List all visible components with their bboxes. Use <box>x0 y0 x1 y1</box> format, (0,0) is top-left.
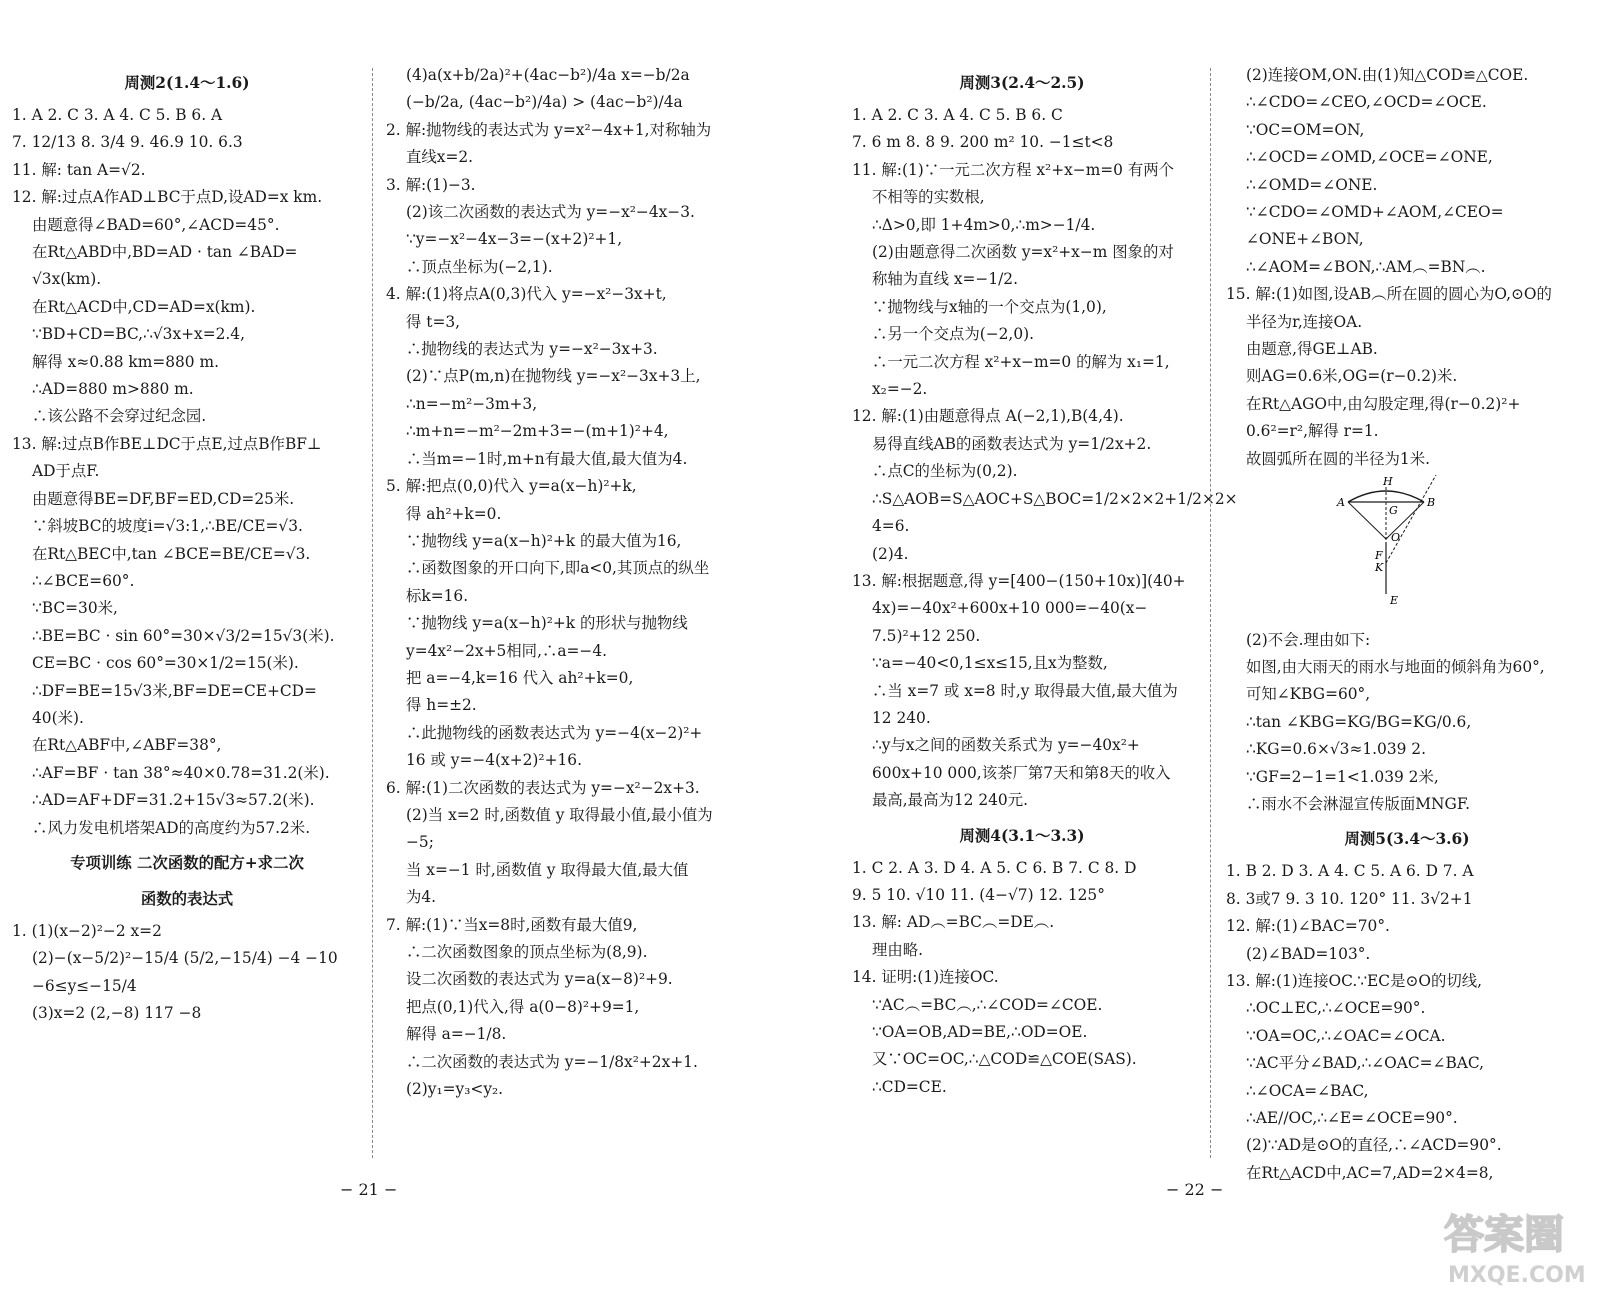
text-line: 设二次函数的表达式为 y=a(x−8)²+9. <box>406 970 673 989</box>
text-line: 3. 解:(1)−3. <box>386 175 476 194</box>
text-line: (2)∠BAD=103°. <box>1246 944 1371 963</box>
text-line: ∵抛物线 y=a(x−h)²+k 的最大值为16, <box>406 531 682 550</box>
text-line: CE=BC · cos 60°=30×1/2=15(米). <box>32 654 299 673</box>
text-line: 如图,由大雨天的雨水与地面的倾斜角为60°, <box>1246 657 1545 676</box>
page-number-right: − 22 − <box>1166 1180 1224 1199</box>
text-line: 9. 5 10. √10 11. (4−√7) 12. 125° <box>852 885 1105 904</box>
text-line: 最高,最高为12 240元. <box>872 791 1028 810</box>
text-line: 12. 解:过点A作AD⊥BC于点D,设AD=x km. <box>12 188 323 207</box>
text-line: 理由略. <box>872 940 924 959</box>
text-line: 直线x=2. <box>406 148 474 167</box>
fig-label-g: G <box>1389 504 1398 518</box>
text-line: ∵抛物线与x轴的一个交点为(1,0), <box>872 297 1107 316</box>
text-line: 不相等的实数根, <box>872 188 985 207</box>
column-4 <box>1226 62 1588 1182</box>
text-line: ∴函数图象的开口向下,即a<0,其顶点的纵坐 <box>406 559 710 578</box>
text-line: −6≤y≤−15/4 <box>32 976 137 995</box>
text-line: (2)连接OM,ON.由(1)知△COD≌△COE. <box>1246 66 1529 84</box>
text-line: 13. 解:过点B作BE⊥DC于点E,过点B作BF⊥ <box>12 434 322 453</box>
text-line: 在Rt△BEC中,tan ∠BCE=BE/CE=√3. <box>32 544 311 563</box>
text-line: 由题意得∠BAD=60°,∠ACD=45°. <box>32 215 280 234</box>
text-line: 11. 解: tan A=√2. <box>12 160 146 179</box>
text-line: 40(米). <box>32 708 84 727</box>
text-line: (2)由题意得二次函数 y=x²+x−m 图象的对 <box>872 243 1174 262</box>
section-title: 周测5(3.4～3.6) <box>1344 830 1470 849</box>
text-line: ∴∠CDO=∠CEO,∠OCD=∠OCE. <box>1246 93 1487 112</box>
text-line: ∴tan ∠KBG=KG/BG=KG/0.6, <box>1246 712 1472 731</box>
text-line: √3x(km). <box>32 270 102 289</box>
text-line: (2)∵AD是⊙O的直径,∴∠ACD=90°. <box>1246 1136 1502 1155</box>
text-line: ∴AD=AF+DF=31.2+15√3≈57.2(米). <box>32 791 315 810</box>
text-line: ∴AF=BF · tan 38°≈40×0.78=31.2(米). <box>32 763 330 782</box>
text-line: ∵GF=2−1=1<1.039 2米, <box>1246 767 1439 786</box>
column-4-top <box>1226 62 1588 473</box>
text-line: ∴∠OMD=∠ONE. <box>1246 175 1378 194</box>
fig-label-k: K <box>1375 561 1384 575</box>
text-line: 600x+10 000,该茶厂第7天和第8天的收入 <box>872 763 1171 782</box>
text-line: 为4. <box>406 888 437 907</box>
text-line: 把点(0,1)代入,得 a(0−8)²+9=1, <box>406 997 640 1016</box>
text-line: 0.6²=r²,解得 r=1. <box>1246 422 1379 441</box>
text-line: (2)∵点P(m,n)在抛物线 y=−x²−3x+3上, <box>406 367 701 386</box>
section-title: 周测2(1.4～1.6) <box>124 74 250 92</box>
text-line: ∵BC=30米, <box>32 599 118 618</box>
text-line: ∵抛物线 y=a(x−h)²+k 的形状与抛物线 <box>406 614 688 633</box>
fig-label-f: F <box>1375 549 1383 563</box>
text-line: 12 240. <box>872 708 931 727</box>
text-line: ∴顶点坐标为(−2,1). <box>406 257 553 276</box>
text-line: x₂=−2. <box>872 380 928 399</box>
fig-label-a: A <box>1337 496 1345 510</box>
text-line: ∵y=−x²−4x−3=−(x+2)²+1, <box>406 230 623 249</box>
text-line: ∴AD=880 m>880 m. <box>32 380 194 399</box>
text-line: 解得 a=−1/8. <box>406 1025 507 1044</box>
text-line: AD于点F. <box>32 462 100 481</box>
arc-figure <box>1336 477 1456 607</box>
text-line: 可知∠KBG=60°, <box>1246 685 1371 704</box>
text-line: (2)当 x=2 时,函数值 y 取得最小值,最小值为 <box>406 805 713 824</box>
text-line: ∵∠CDO=∠OMD+∠AOM,∠CEO= <box>1246 203 1504 222</box>
text-line: 得 h=±2. <box>406 696 477 715</box>
text-line: ∴二次函数的表达式为 y=−1/8x²+2x+1. <box>406 1052 698 1071</box>
text-line: 7. 12/13 8. 3/4 9. 46.9 10. 6.3 <box>12 133 243 152</box>
text-line: (2)不会.理由如下: <box>1246 630 1371 649</box>
text-line: ∴Δ>0,即 1+4m>0,∴m>−1/4. <box>872 215 1096 234</box>
watermark-logo <box>1440 1196 1590 1288</box>
section-title: 周测3(2.4～2.5) <box>959 74 1085 92</box>
text-line: ∴KG=0.6×√3≈1.039 2. <box>1246 740 1426 759</box>
text-line: (2)4. <box>872 544 909 563</box>
text-line: 得 t=3, <box>406 312 461 331</box>
text-line: 12. 解:(1)由题意得点 A(−2,1),B(4,4). <box>852 407 1124 426</box>
column-divider-right <box>1210 68 1211 1158</box>
fig-label-o: O <box>1391 531 1401 545</box>
text-line: 1. C 2. A 3. D 4. A 5. C 6. B 7. C 8. D <box>852 858 1137 877</box>
text-line: 13. 解: AD︵=BC︵=DE︵. <box>852 913 1055 932</box>
text-line: ∴∠OCA=∠BAC, <box>1246 1081 1369 1100</box>
text-line: 故圆弧所在圆的半径为1米. <box>1246 449 1430 468</box>
text-line: 7. 解:(1)∵当x=8时,函数有最大值9, <box>386 915 638 934</box>
text-line: 4=6. <box>872 517 910 536</box>
text-line: 15. 解:(1)如图,设AB︵所在圆的圆心为O,⊙O的 <box>1226 285 1552 304</box>
text-line: ∴DF=BE=15√3米,BF=DE=CE+CD= <box>32 681 317 700</box>
text-line: 14. 证明:(1)连接OC. <box>852 968 999 987</box>
text-line: ∴二次函数图象的顶点坐标为(8,9). <box>406 943 648 961</box>
text-line: ∵斜坡BC的坡度i=√3:1,∴BE/CE=√3. <box>32 517 303 536</box>
text-line: ∴风力发电机塔架AD的高度约为57.2米. <box>32 818 311 837</box>
text-line: 13. 解:根据题意,得 y=[400−(150+10x)](40+ <box>852 571 1186 590</box>
text-line: (−b/2a, (4ac−b²)/4a) > (4ac−b²)/4a <box>406 93 683 112</box>
text-line: ∴m+n=−m²−2m+3=−(m+1)²+4, <box>406 422 669 441</box>
text-line: ∴∠OCD=∠OMD,∠OCE=∠ONE, <box>1246 148 1493 167</box>
text-line: ∵AC平分∠BAD,∴∠OAC=∠BAC, <box>1246 1054 1484 1073</box>
text-line: (3)x=2 (2,−8) 117 −8 <box>32 1004 202 1023</box>
text-line: ∴当m=−1时,m+n有最大值,最大值为4. <box>406 449 688 468</box>
text-line: 12. 解:(1)∠BAC=70°. <box>1226 917 1390 936</box>
text-line: 7. 6 m 8. 8 9. 200 m² 10. −1≤t<8 <box>852 133 1114 152</box>
text-line: 8. 3或7 9. 3 10. 120° 11. 3√2+1 <box>1226 889 1473 908</box>
text-line: 把 a=−4,k=16 代入 ah²+k=0, <box>406 668 634 687</box>
page-number-left: − 21 − <box>340 1180 398 1199</box>
text-line: ∵BD+CD=BC,∴√3x+x=2.4, <box>32 325 245 344</box>
text-line: 由题意得BE=DF,BF=ED,CD=25米. <box>32 489 295 508</box>
column-2 <box>386 62 736 1177</box>
text-line: ∵OA=OB,AD=BE,∴OD=OE. <box>872 1023 1088 1041</box>
text-line: 2. 解:抛物线的表达式为 y=x²−4x+1,对称轴为 <box>386 120 712 139</box>
text-line: ∵OA=OC,∴∠OAC=∠OCA. <box>1246 1026 1446 1045</box>
text-line: ∴n=−m²−3m+3, <box>406 394 538 413</box>
column-4-bottom <box>1226 627 1588 1188</box>
text-line: ∴一元二次方程 x²+x−m=0 的解为 x₁=1, <box>872 352 1170 371</box>
text-line: 在Rt△ACD中,AC=7,AD=2×4=8, <box>1246 1163 1494 1182</box>
column-divider-left <box>372 68 373 1158</box>
text-line: ∠ONE+∠BON, <box>1246 230 1364 249</box>
fig-label-e: E <box>1390 594 1399 608</box>
text-line: ∴S△AOB=S△AOC+S△BOC=1/2×2×2+1/2×2× <box>872 489 1238 508</box>
text-line: 13. 解:(1)连接OC.∵EC是⊙O的切线, <box>1226 971 1483 990</box>
text-line: 易得直线AB的函数表达式为 y=1/2x+2. <box>872 434 1152 453</box>
text-line: ∴OC⊥EC,∴∠OCE=90°. <box>1246 999 1426 1018</box>
text-line: 称轴为直线 x=−1/2. <box>872 270 1018 289</box>
text-line: 当 x=−1 时,函数值 y 取得最大值,最大值 <box>406 860 689 879</box>
text-line: ∵a=−40<0,1≤x≤15,且x为整数, <box>872 654 1108 673</box>
section-title: 函数的表达式 <box>140 889 234 908</box>
text-line: 5. 解:把点(0,0)代入 y=a(x−h)²+k, <box>386 477 637 496</box>
text-line: ∴∠AOM=∠BON,∴AM︵=BN︵. <box>1246 257 1486 276</box>
fig-label-h: H <box>1383 475 1393 489</box>
text-line: 半径为r,连接OA. <box>1246 312 1363 331</box>
text-line: 1. A 2. C 3. A 4. C 5. B 6. C <box>852 106 1063 124</box>
text-line: 在Rt△ABF中,∠ABF=38°, <box>32 736 222 755</box>
text-line: 解得 x≈0.88 km=880 m. <box>32 352 219 371</box>
text-line: (2)y₁=y₃<y₂. <box>406 1080 504 1099</box>
text-line: 则AG=0.6米,OG=(r−0.2)米. <box>1246 367 1458 386</box>
text-line: 又∵OC=OC,∴△COD≌△COE(SAS). <box>872 1050 1137 1069</box>
text-line: 1. A 2. C 3. A 4. C 5. B 6. A <box>12 106 223 124</box>
section-title: 周测4(3.1～3.3) <box>959 826 1085 845</box>
text-line: (2)−(x−5/2)²−15/4 (5/2,−15/4) −4 −10 <box>32 949 338 968</box>
svg-text:答案圈: 答案圈 <box>1444 1212 1564 1258</box>
text-line: 6. 解:(1)二次函数的表达式为 y=−x²−2x+3. <box>386 778 700 797</box>
text-line: 4. 解:(1)将点A(0,3)代入 y=−x²−3x+t, <box>386 285 667 304</box>
text-line: −5; <box>406 833 434 852</box>
text-line: ∴另一个交点为(−2,0). <box>872 325 1035 344</box>
text-line: ∴该公路不会穿过纪念园. <box>32 407 207 426</box>
text-line: 7.5)²+12 250. <box>872 626 981 645</box>
column-1 <box>12 62 362 1177</box>
text-line: 4x)=−40x²+600x+10 000=−40(x− <box>872 599 1148 618</box>
text-line: ∴当 x=7 或 x=8 时,y 取得最大值,最大值为 <box>872 681 1178 700</box>
text-line: y=4x²−2x+5相同,∴a=−4. <box>406 641 608 660</box>
text-line: 标k=16. <box>406 586 469 605</box>
text-line: 得 ah²+k=0. <box>406 504 502 523</box>
text-line: ∴∠BCE=60°. <box>32 571 135 590</box>
text-line: ∴CD=CE. <box>872 1077 947 1096</box>
svg-text:MXQE.COM: MXQE.COM <box>1448 1263 1586 1288</box>
text-line: ∴雨水不会淋湿宣传版面MNGF. <box>1246 794 1470 813</box>
text-line: ∵AC︵=BC︵,∴∠COD=∠COE. <box>872 995 1103 1014</box>
text-line: (2)该二次函数的表达式为 y=−x²−4x−3. <box>406 203 695 222</box>
text-line: 11. 解:(1)∵一元二次方程 x²+x−m=0 有两个 <box>852 160 1175 179</box>
text-line: 由题意,得GE⊥AB. <box>1246 340 1378 359</box>
text-line: ∴此抛物线的函数表达式为 y=−4(x−2)²+ <box>406 723 703 742</box>
column-3 <box>852 62 1238 1177</box>
fig-label-b: B <box>1427 496 1436 510</box>
text-line: 在Rt△AGO中,由勾股定理,得(r−0.2)²+ <box>1246 394 1521 413</box>
text-line: 在Rt△ABD中,BD=AD · tan ∠BAD= <box>32 243 298 262</box>
text-line: ∴y与x之间的函数关系式为 y=−40x²+ <box>872 736 1140 755</box>
section-title: 专项训练 二次函数的配方+求二次 <box>70 853 304 872</box>
text-line: ∴点C的坐标为(0,2). <box>872 462 1018 481</box>
text-line: ∴AE//OC,∴∠E=∠OCE=90°. <box>1246 1109 1458 1127</box>
text-line: 在Rt△ACD中,CD=AD=x(km). <box>32 297 256 316</box>
text-line: ∵OC=OM=ON, <box>1246 120 1365 139</box>
text-line: 1. (1)(x−2)²−2 x=2 <box>12 921 162 940</box>
text-line: ∴BE=BC · sin 60°=30×√3/2=15√3(米). <box>32 626 335 645</box>
text-line: (4)a(x+b/2a)²+(4ac−b²)/4a x=−b/2a <box>406 66 690 84</box>
text-line: 1. B 2. D 3. A 4. C 5. A 6. D 7. A <box>1226 862 1474 881</box>
text-line: ∴抛物线的表达式为 y=−x²−3x+3. <box>406 340 658 359</box>
text-line: 16 或 y=−4(x+2)²+16. <box>406 751 582 770</box>
